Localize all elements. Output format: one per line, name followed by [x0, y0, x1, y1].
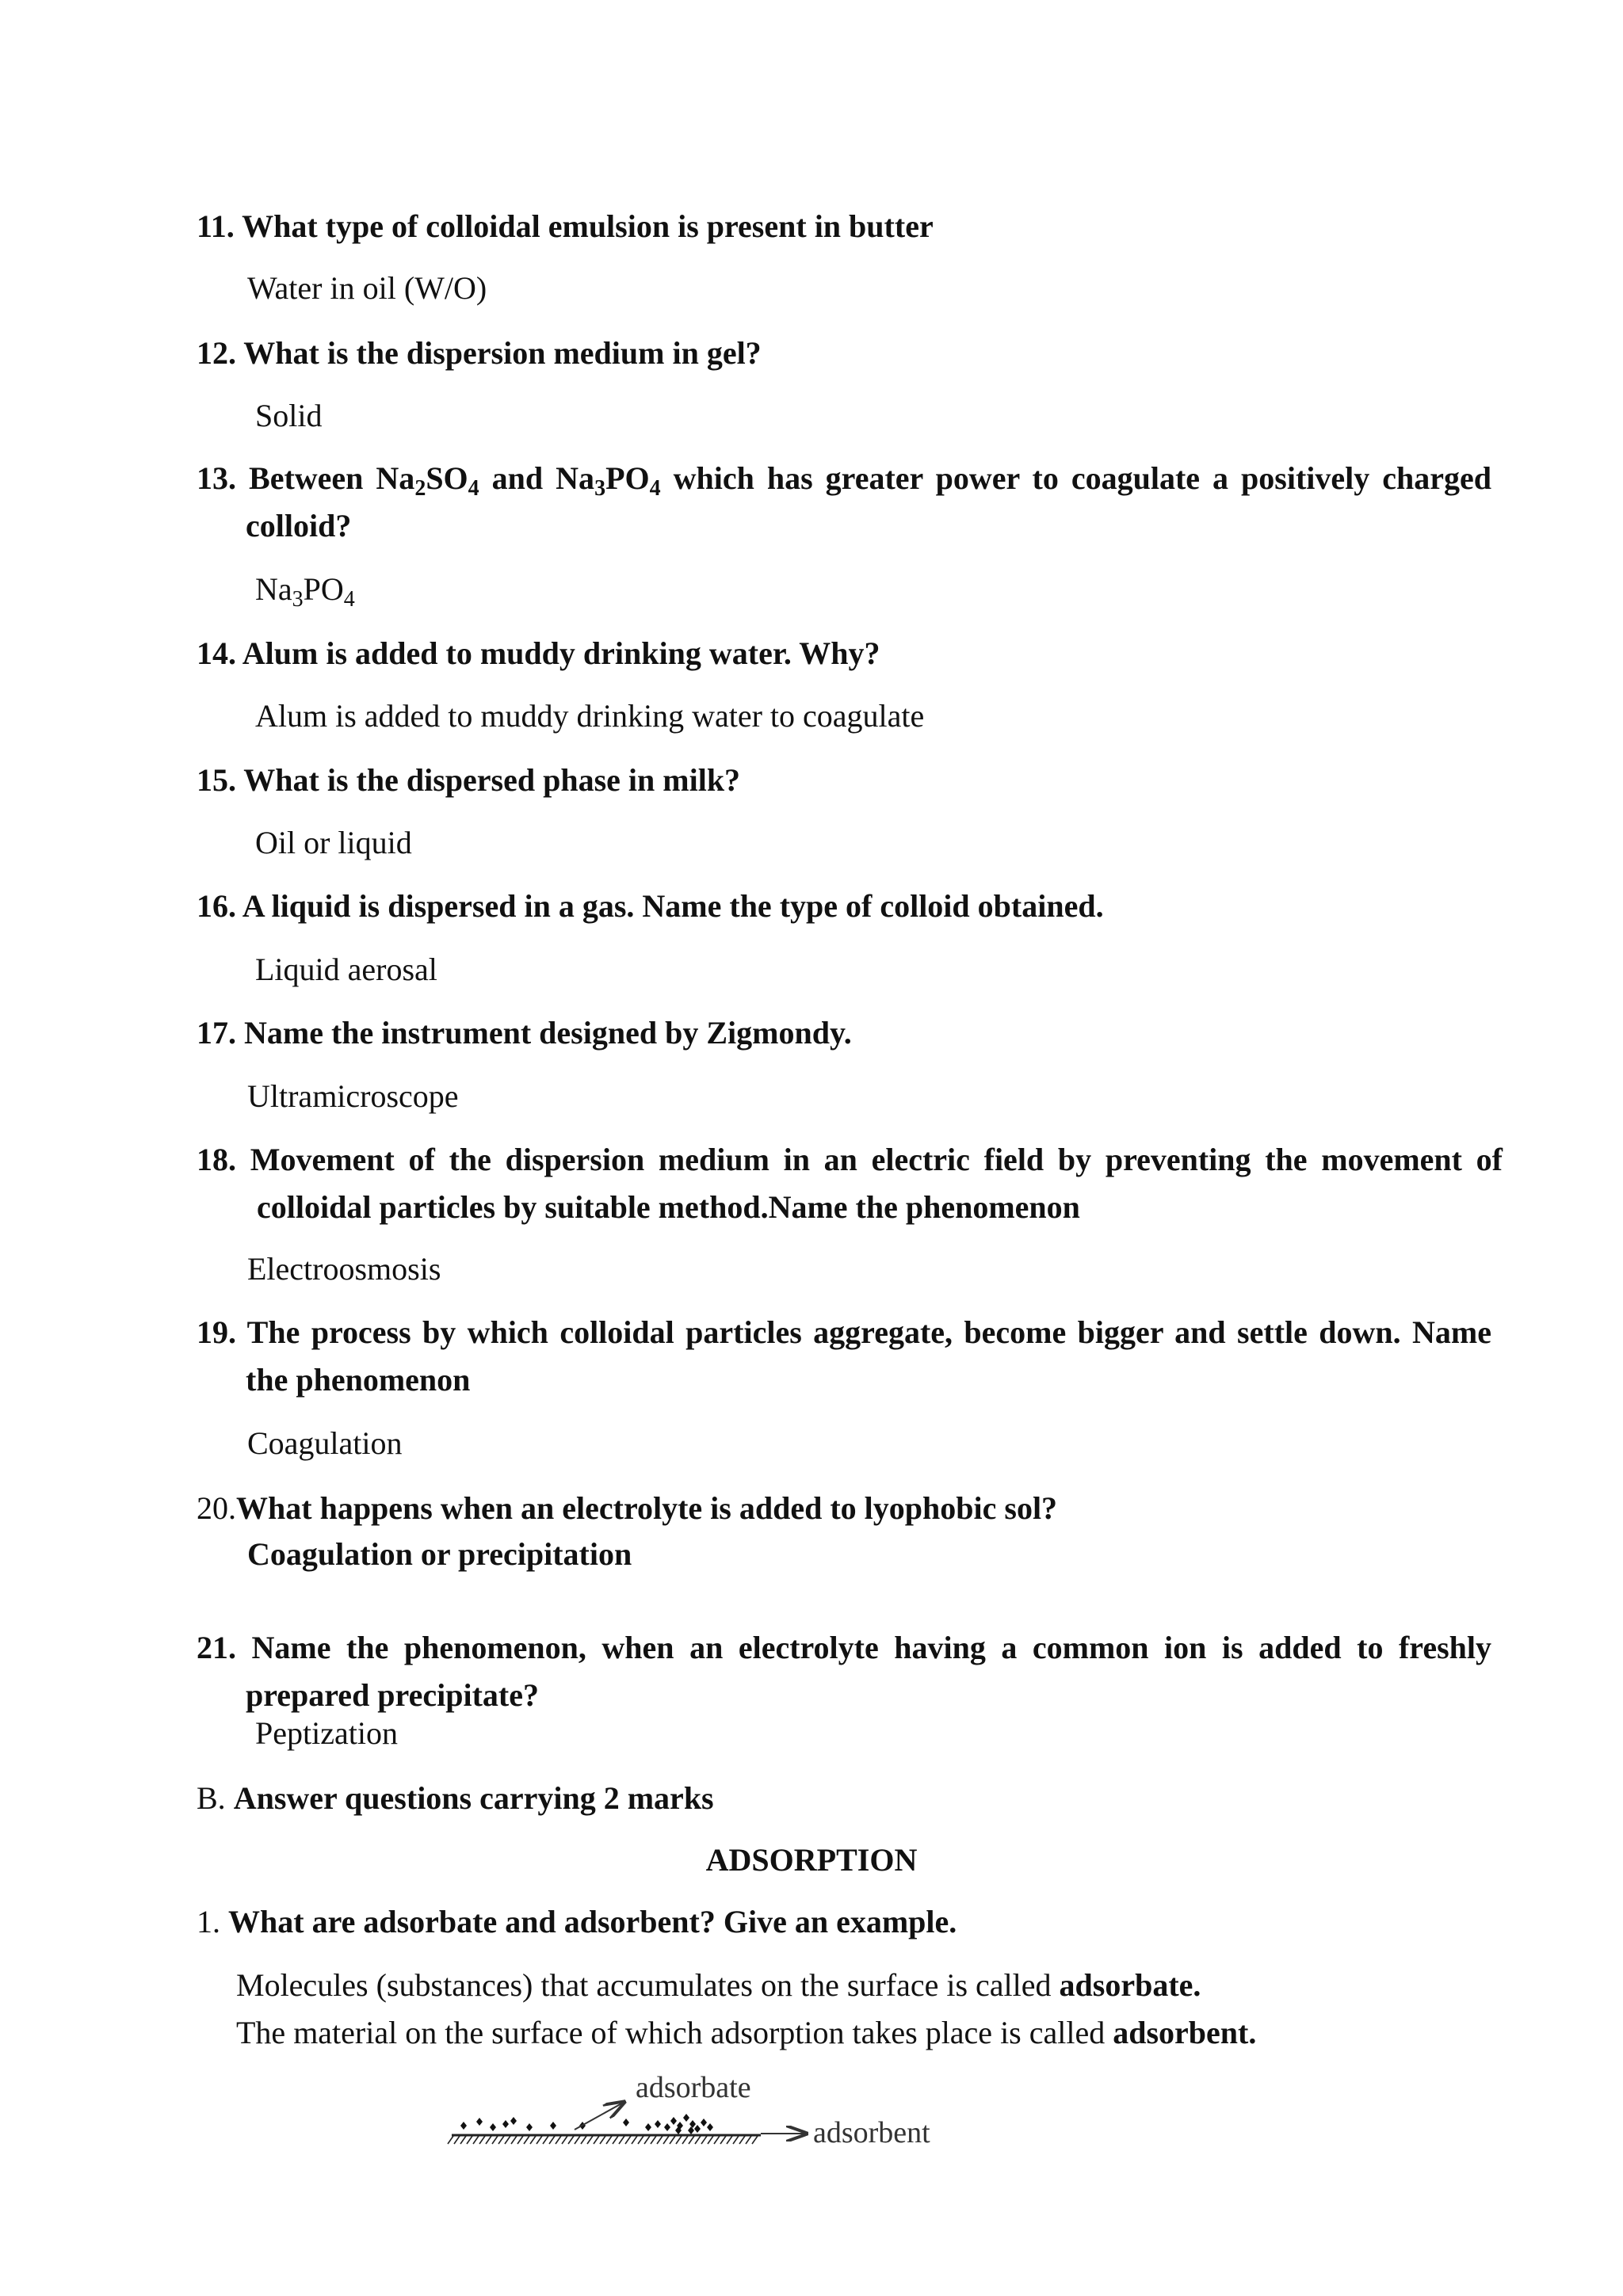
question-text: Movement of the dispersion medium in an electric field by preventing the movement of colloidal particles by suitable method.Name the phenomenon — [250, 1142, 1503, 1225]
question-13 — [197, 455, 1491, 550]
question-text: What is the dispersed phase in milk? — [243, 762, 741, 798]
answer-11: Water in oil (W/O) — [247, 270, 487, 306]
answer-13 — [255, 566, 355, 613]
adsorbate-particle — [526, 2123, 533, 2131]
question-number: 13. — [197, 460, 236, 496]
question-16 — [197, 883, 1442, 930]
adsorbent-label: adsorbent — [813, 2116, 930, 2149]
question-number: 1. — [197, 1904, 220, 1939]
subscript: 4 — [649, 476, 661, 501]
question-text: which has greater power to coagulate a positively charged colloid? — [246, 460, 1492, 543]
question-17 — [197, 1009, 1442, 1057]
adsorbate-particles — [460, 2114, 713, 2134]
answer-18: Electroosmosis — [247, 1251, 441, 1287]
term-adsorbate: adsorbate. — [1059, 1967, 1201, 2003]
question-number: 14. — [197, 635, 236, 671]
question-text: The process by which colloidal particles aggregate, become bigger and settle down. Name the phenomenon — [246, 1314, 1492, 1398]
adsorbate-particle — [670, 2117, 677, 2125]
question-number: 12. — [197, 335, 236, 371]
adsorbate-particle — [460, 2122, 467, 2130]
question-text: What type of colloidal emulsion is present in butter — [242, 208, 934, 244]
question-text: PO — [605, 460, 650, 496]
adsorbate-label: adsorbate — [636, 2071, 751, 2104]
adsorbate-particle — [655, 2120, 661, 2128]
answer-14: Alum is added to muddy drinking water to coagulate — [255, 698, 925, 734]
question-number: 19. — [197, 1314, 236, 1350]
answer-b1-line1 — [236, 1962, 1201, 2009]
topic-heading: ADSORPTION — [705, 1842, 918, 1878]
adsorbate-particle — [707, 2123, 713, 2131]
answer-19: Coagulation — [247, 1425, 403, 1461]
adsorbent-surface — [448, 2135, 761, 2144]
question-text: A liquid is dispersed in a gas. Name the type of colloid obtained. — [242, 888, 1104, 924]
adsorbate-particle — [701, 2119, 707, 2126]
question-text: Between Na — [249, 460, 415, 496]
adsorption-diagram — [444, 2072, 983, 2151]
question-11 — [197, 203, 1442, 250]
adsorbate-particle — [510, 2117, 517, 2125]
adsorbate-particle — [490, 2123, 496, 2131]
section-letter: B. — [197, 1780, 226, 1816]
adsorbate-particle — [683, 2114, 689, 2122]
adsorbate-particle — [623, 2119, 629, 2126]
adsorbate-particle — [688, 2126, 694, 2134]
answer-b1-line2 — [236, 2009, 1256, 2057]
question-12 — [197, 330, 1442, 377]
question-text: What are adsorbate and adsorbent? Give an example. — [228, 1904, 957, 1939]
subscript: 3 — [594, 476, 606, 501]
question-text: SO — [426, 460, 468, 496]
question-text: Name the phenomenon, when an electrolyte having a common ion is added to freshly prepared precipitate? — [246, 1630, 1492, 1713]
subscript: 3 — [292, 587, 304, 612]
adsorbate-particle — [550, 2122, 556, 2130]
question-text: What happens when an electrolyte is added to lyophobic sol? — [236, 1490, 1058, 1526]
section-title: Answer questions carrying 2 marks — [233, 1780, 714, 1816]
answer-16: Liquid aerosal — [255, 952, 437, 987]
adsorbate-particle — [694, 2125, 701, 2133]
question-18 — [197, 1136, 1503, 1231]
subscript: 4 — [343, 587, 355, 612]
question-text: and Na — [479, 460, 595, 496]
term-adsorbent: adsorbent. — [1113, 2015, 1257, 2050]
question-21 — [197, 1624, 1491, 1719]
question-number: 21. — [197, 1630, 236, 1665]
adsorbate-particle — [476, 2118, 483, 2126]
answer-15: Oil or liquid — [255, 825, 412, 860]
answer-20: Coagulation or precipitation — [247, 1536, 632, 1572]
question-b1 — [197, 1898, 957, 1946]
answer-12: Solid — [255, 398, 323, 433]
answer-17: Ultramicroscope — [247, 1078, 459, 1114]
answer-text: The material on the surface of which adsorption takes place is called — [236, 2015, 1113, 2050]
question-number: 20. — [197, 1490, 236, 1526]
question-15 — [197, 757, 1442, 804]
question-19 — [197, 1309, 1491, 1404]
question-number: 18. — [197, 1142, 236, 1177]
subscript: 4 — [468, 476, 479, 501]
answer-text: PO — [303, 571, 344, 607]
question-text: Alum is added to muddy drinking water. Why? — [242, 635, 880, 671]
question-number: 11. — [197, 208, 235, 244]
adsorbate-particle — [645, 2123, 651, 2131]
answer-text: Na — [255, 571, 292, 607]
question-text: Name the instrument designed by Zigmondy. — [244, 1015, 852, 1051]
adsorbate-particle — [664, 2123, 670, 2131]
adsorbate-particle — [502, 2120, 509, 2128]
answer-text: Molecules (substances) that accumulates on the surface is called — [236, 1967, 1060, 2003]
subscript: 2 — [414, 476, 426, 501]
question-text: What is the dispersion medium in gel? — [243, 335, 762, 371]
question-number: 16. — [197, 888, 236, 924]
adsorbate-arrow — [575, 2102, 624, 2130]
section-header — [197, 1775, 714, 1822]
question-14 — [197, 630, 1442, 677]
question-number: 17. — [197, 1015, 236, 1051]
adsorbate-particle — [689, 2120, 696, 2128]
answer-21: Peptization — [255, 1715, 398, 1751]
question-number: 15. — [197, 762, 236, 798]
question-20 — [197, 1485, 1442, 1532]
